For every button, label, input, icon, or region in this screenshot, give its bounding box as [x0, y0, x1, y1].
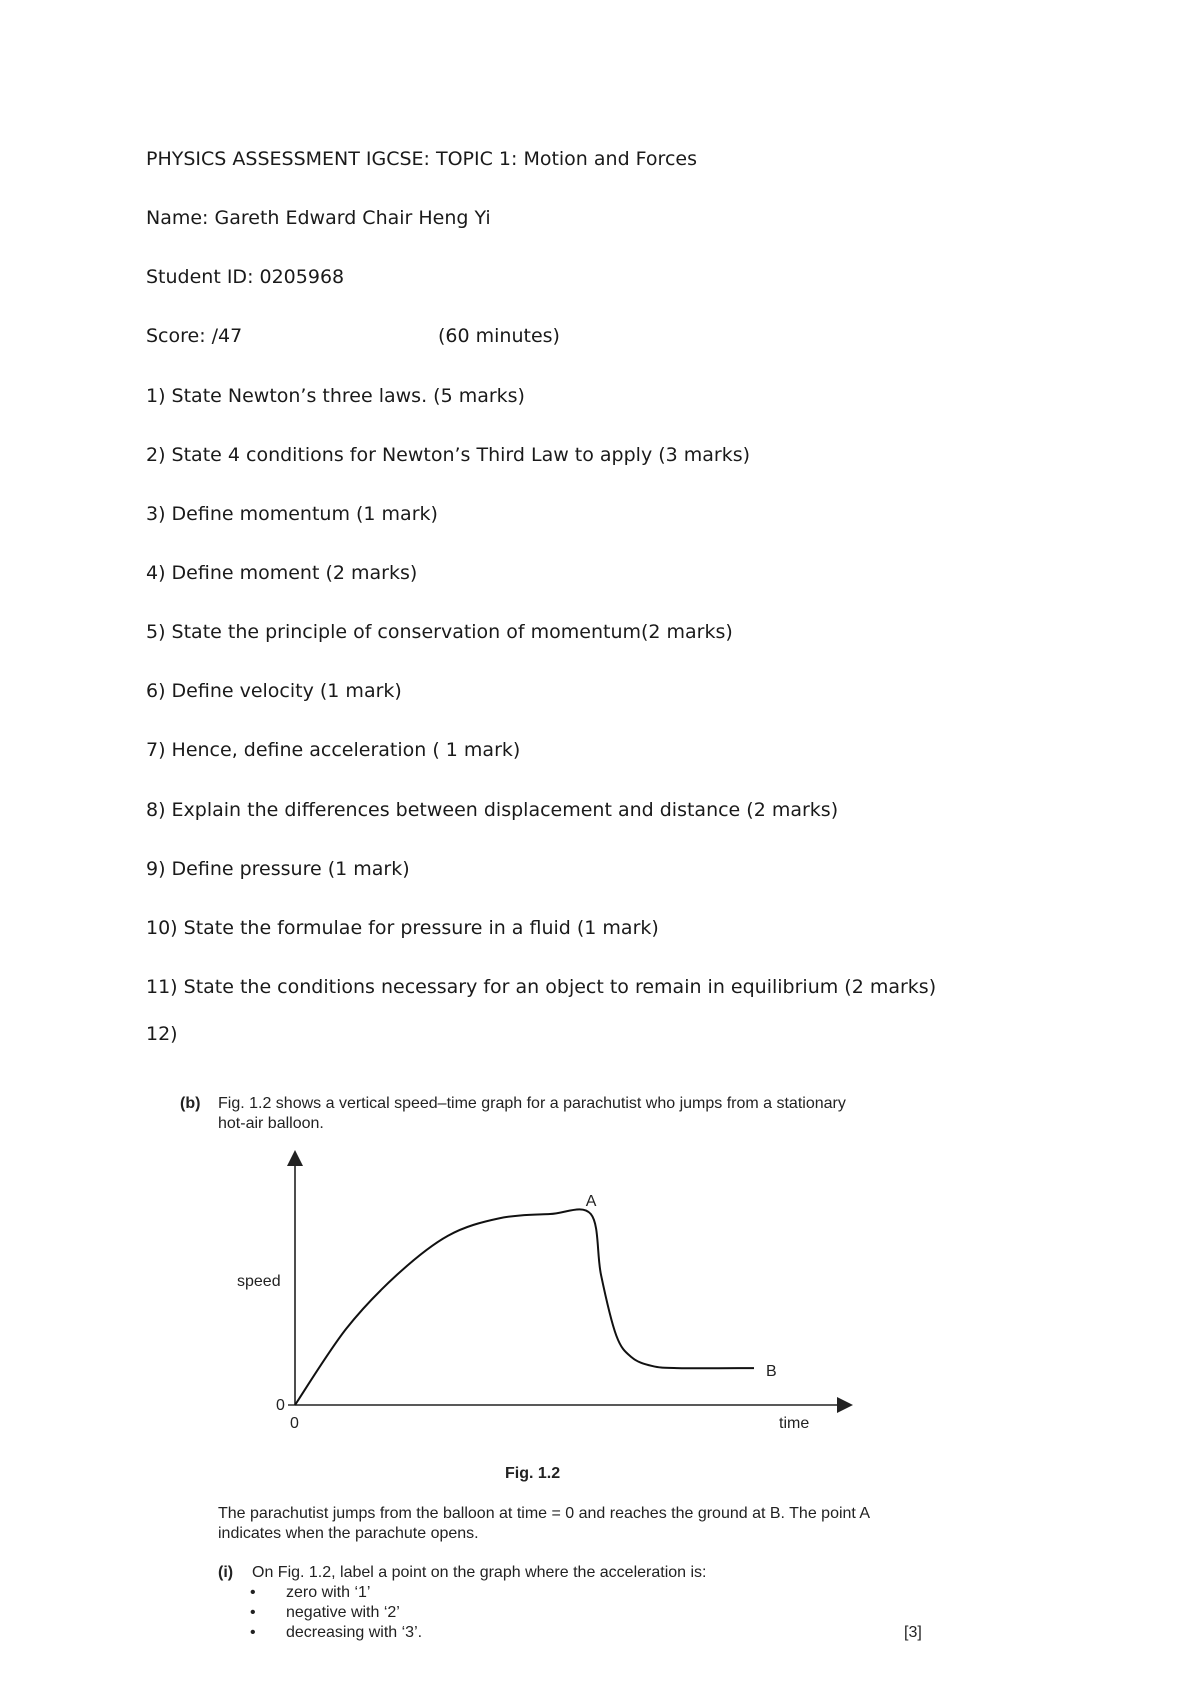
document-title: PHYSICS ASSESSMENT IGCSE: TOPIC 1: Motion and Forces	[146, 148, 697, 170]
question-3: 3) Define momentum (1 mark)	[146, 503, 438, 525]
question-12: 12)	[146, 1023, 178, 1045]
marks: [3]	[904, 1624, 922, 1641]
x-origin-label: 0	[290, 1415, 299, 1432]
intro-line-2: hot-air balloon.	[218, 1115, 324, 1132]
question-4: 4) Define moment (2 marks)	[146, 562, 418, 584]
annotation-B: B	[766, 1363, 777, 1381]
subpart-text: On Fig. 1.2, label a point on the graph where the acceleration is:	[252, 1564, 707, 1581]
series-line-parachutist	[295, 1209, 754, 1405]
annotation-A: A	[585, 1193, 597, 1211]
bullet-negative: • negative with ‘2’	[250, 1604, 422, 1624]
question-7: 7) Hence, define acceleration ( 1 mark)	[146, 739, 521, 761]
bullet-decreasing: • decreasing with ‘3’.	[250, 1624, 422, 1644]
y-origin-label: 0	[276, 1397, 285, 1414]
subpart-label: (i)	[218, 1564, 234, 1581]
figure-caption: Fig. 1.2	[505, 1465, 561, 1482]
bullet-zero: • zero with ‘1’	[250, 1584, 422, 1604]
acceleration-bullets	[250, 1584, 422, 1644]
student-id: Student ID: 0205968	[146, 266, 345, 288]
question-10: 10) State the formulae for pressure in a fluid (1 mark)	[146, 917, 659, 939]
description-line-1: The parachutist jumps from the balloon at time = 0 and reaches the ground at B. The point A	[218, 1505, 871, 1522]
question-9: 9) Define pressure (1 mark)	[146, 858, 410, 880]
student-name: Name: Gareth Edward Chair Heng Yi	[146, 207, 491, 229]
question-5: 5) State the principle of conservation of momentum(2 marks)	[146, 621, 733, 643]
question-2: 2) State 4 conditions for Newton’s Third Law to apply (3 marks)	[146, 444, 751, 466]
duration: (60 minutes)	[438, 325, 560, 347]
score: Score: /47	[146, 325, 243, 347]
question-11: 11) State the conditions necessary for an object to remain in equilibrium (2 marks)	[146, 976, 937, 998]
ylabel: speed	[237, 1273, 281, 1290]
question-8: 8) Explain the differences between displacement and distance (2 marks)	[146, 799, 839, 821]
question-1: 1) State Newton’s three laws. (5 marks)	[146, 385, 525, 407]
intro-line-1: Fig. 1.2 shows a vertical speed–time graph for a parachutist who jumps from a stationary	[218, 1095, 846, 1112]
question-6: 6) Define velocity (1 mark)	[146, 680, 402, 702]
xlabel: time	[779, 1415, 810, 1432]
part-label: (b)	[180, 1095, 201, 1112]
description-line-2: indicates when the parachute opens.	[218, 1525, 479, 1542]
